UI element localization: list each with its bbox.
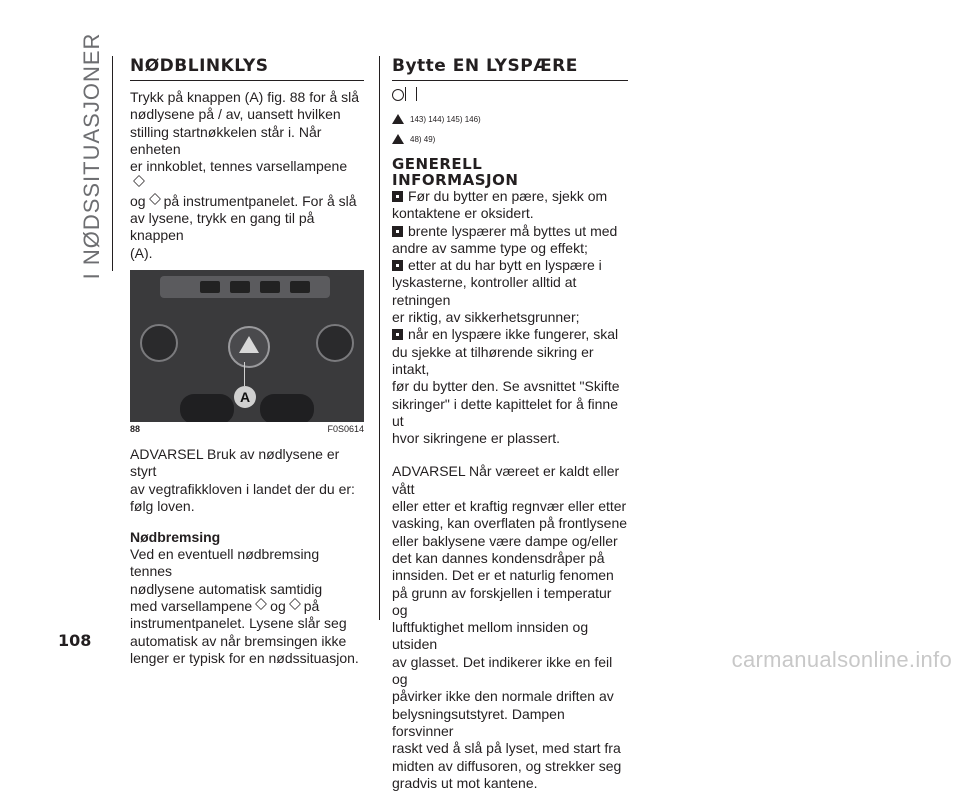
bullet-line: [392, 326, 628, 343]
warning-line: ADVARSEL Bruk av nødlysene er styrt: [130, 445, 340, 480]
footer-watermark[interactable]: carmanualsonline.info: [731, 647, 952, 672]
bulb-icon: [392, 87, 418, 101]
warning-ref-numbers: 143) 144) 145) 146): [410, 114, 481, 124]
intro-text: er innkoblet, tennes varsellampene: [130, 158, 348, 175]
warning-line: av vegtrafikkloven i landet der du er:: [130, 480, 355, 497]
caution-refs: [392, 132, 628, 146]
hazard-warning-icon: [149, 193, 161, 205]
warning-line: raskt ved å slå på lyset, med start fra: [392, 740, 621, 757]
bullet-icon: [392, 226, 403, 237]
caution-ref-numbers: 48) 49): [410, 134, 436, 144]
page-number: 108: [58, 631, 92, 650]
warning-line: påvirker ikke den normale driften av: [392, 688, 614, 705]
bullet-icon: [392, 260, 403, 271]
callout-label: A: [234, 386, 256, 408]
warning-line: midten av diffusoren, og strekker seg: [392, 757, 622, 774]
bullet-line: lyskasterne, kontroller alltid at retningen: [392, 274, 577, 308]
chapter-rule: [112, 56, 113, 271]
body-text: med varsellampene: [130, 598, 253, 615]
warning-line: det kan dannes kondensdråper på: [392, 549, 605, 566]
column-divider: [379, 56, 380, 620]
bullet-line: [392, 257, 628, 274]
intro-line: (A).: [130, 244, 153, 261]
bullet-line: [392, 223, 628, 240]
warning-line: eller etter et kraftig regnvær eller etter: [392, 498, 627, 515]
chapter-tab: [78, 32, 106, 280]
body-text: og: [270, 598, 286, 615]
intro-text: og: [130, 192, 146, 209]
warning-line: luftfuktighet mellom innsiden og utsiden: [392, 619, 589, 653]
right-column: [392, 56, 628, 792]
warning-line: vasking, kan overflaten på frontlysene: [392, 515, 628, 532]
bullet-text: Før du bytter en pære, sjekk om: [408, 188, 608, 204]
body-line: instrumentpanelet. Lysene slår seg: [130, 615, 347, 632]
right-dial: [316, 324, 354, 362]
bullet-icon: [392, 329, 403, 340]
left-column: [130, 56, 364, 667]
bullet-line: [392, 188, 628, 205]
intro-line: av lysene, trykk en gang til på knappen: [130, 210, 315, 244]
bullet-text: etter at du har bytt en lyspære i: [408, 257, 602, 274]
warning-line: på grunn av forskjellen i temperatur og: [392, 584, 612, 618]
bullet-line: før du bytter den. Se avsnittet "Skifte: [392, 378, 620, 395]
bullet-line: kontaktene er oksidert.: [392, 205, 534, 222]
warning-line: av glasset. Det indikerer ikke en feil og: [392, 653, 613, 688]
heading-line: INFORMASJON: [392, 171, 519, 189]
intro-text: på instrumentpanelet. For å slå: [163, 192, 357, 209]
warning-refs: [392, 112, 628, 126]
hazard-lights-heading: NØDBLINKLYS: [130, 56, 364, 81]
body-line: Ved en eventuell nødbremsing tennes: [130, 546, 320, 580]
warning-line: følg loven.: [130, 497, 195, 514]
intro-line: [130, 193, 364, 210]
bullet-line: andre av samme type og effekt;: [392, 239, 588, 256]
warning-line: belysningsutstyret. Dampen forsvinner: [392, 705, 565, 739]
audio-panel: [160, 276, 330, 298]
figure-caption: [130, 424, 364, 434]
callout-line: [244, 362, 245, 386]
warning-line: gradvis ut mot kantene.: [392, 774, 538, 791]
bullet-text: brente lyspærer må byttes ut med: [408, 222, 618, 239]
bullet-text: når en lyspære ikke fungerer, skal: [408, 326, 619, 343]
emergency-braking-heading: Nødbremsing: [130, 529, 221, 546]
right-vent: [260, 394, 314, 422]
hazard-warning-icon: [133, 176, 145, 188]
hazard-warning-icon: [255, 598, 267, 610]
hazard-button-icon: [228, 326, 270, 368]
bulb-replacement-heading: Bytte EN LYSPÆRE: [392, 56, 628, 81]
caution-icon: [392, 134, 404, 144]
bullet-line: er riktig, av sikkerhetsgrunner;: [392, 309, 580, 326]
body-line: [130, 598, 364, 615]
body-line: automatisk av når bremsingen ikke: [130, 632, 347, 649]
intro-line: nødlysene på / av, uansett hvilken: [130, 106, 341, 123]
bullet-line: sikringer" i dette kapittelet for å finne ut: [392, 395, 618, 429]
warning-line: innsiden. Det er et naturlig fenomen: [392, 567, 614, 584]
hazard-warning-icon: [289, 598, 301, 610]
hazard-button-figure: [130, 270, 364, 422]
body-line: lenger er typisk for en nødssituasjon.: [130, 649, 359, 666]
intro-line: stilling startnøkkelen står i. Når enheten: [130, 123, 322, 157]
bullet-icon: [392, 191, 403, 202]
intro-line: Trykk på knappen (A) fig. 88 for å slå: [130, 89, 360, 105]
bullet-line: du sjekke at tilhørende sikring er intakt,: [392, 343, 594, 377]
left-vent: [180, 394, 234, 422]
warning-triangle-icon: [392, 114, 404, 124]
general-info-heading: [392, 156, 628, 188]
warning-line: ADVARSEL Når væreet er kaldt eller vått: [392, 463, 620, 497]
intro-line: [130, 158, 364, 193]
figure-code: F0S0614: [327, 423, 364, 434]
body-line: nødlysene automatisk samtidig: [130, 580, 323, 597]
bullet-line: hvor sikringene er plassert.: [392, 430, 561, 447]
body-text: på: [303, 598, 320, 615]
figure-number: 88: [130, 423, 141, 434]
warning-line: eller baklysene være dampe og/eller: [392, 532, 618, 549]
chapter-title: I NØDSSITUASJONER: [79, 32, 104, 280]
left-dial: [140, 324, 178, 362]
heading-line: GENERELL: [392, 155, 483, 173]
